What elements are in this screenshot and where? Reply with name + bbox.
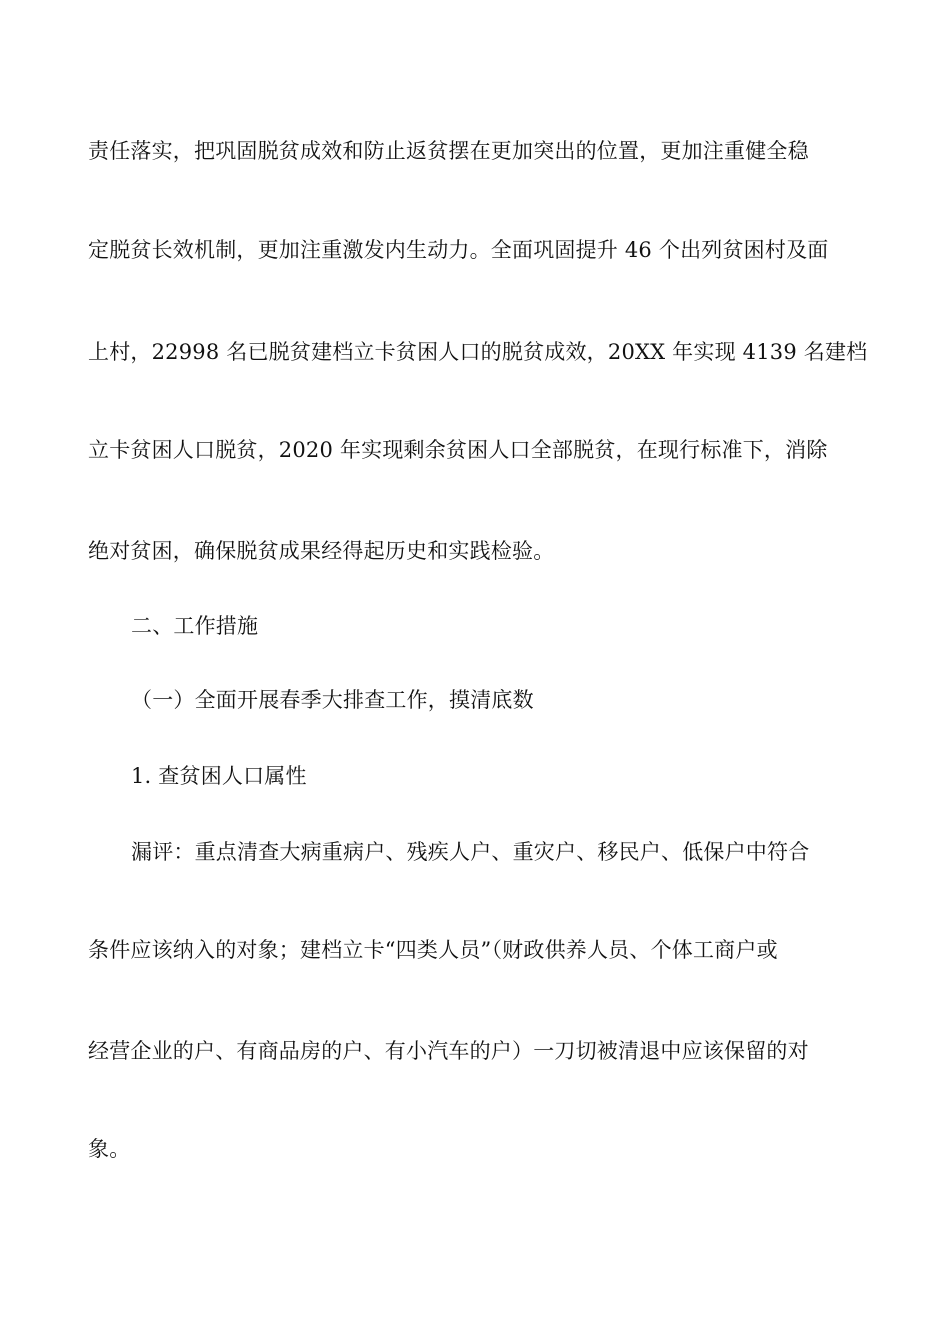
item-heading: 1. 查贫困人口属性 — [131, 764, 307, 788]
paragraph-line: 立卡贫困人口脱贫，2020 年实现剩余贫困人口全部脱贫，在现行标准下，消除 — [88, 438, 828, 462]
paragraph-line: 责任落实，把巩固脱贫成效和防止返贫摆在更加突出的位置，更加注重健全稳 — [88, 139, 809, 163]
paragraph-line: 上村，22998 名已脱贫建档立卡贫困人口的脱贫成效，20XX 年实现 4139 名建档 — [88, 340, 868, 364]
paragraph-line: 条件应该纳入的对象；建档立卡“四类人员”（财政供养人员、个体工商户或 — [88, 938, 778, 962]
paragraph-line: 经营企业的户、有商品房的户、有小汽车的户）一刀切被清退中应该保留的对 — [88, 1039, 809, 1063]
paragraph-line: 象。 — [88, 1137, 131, 1161]
subsection-heading: （一）全面开展春季大排查工作，摸清底数 — [131, 688, 534, 712]
section-heading: 二、工作措施 — [131, 614, 259, 638]
paragraph-line: 漏评：重点清查大病重病户、残疾人户、重灾户、移民户、低保户中符合 — [131, 840, 810, 864]
paragraph-line: 定脱贫长效机制，更加注重激发内生动力。全面巩固提升 46 个出列贫困村及面 — [88, 238, 829, 262]
paragraph-line: 绝对贫困，确保脱贫成果经得起历史和实践检验。 — [88, 539, 555, 563]
